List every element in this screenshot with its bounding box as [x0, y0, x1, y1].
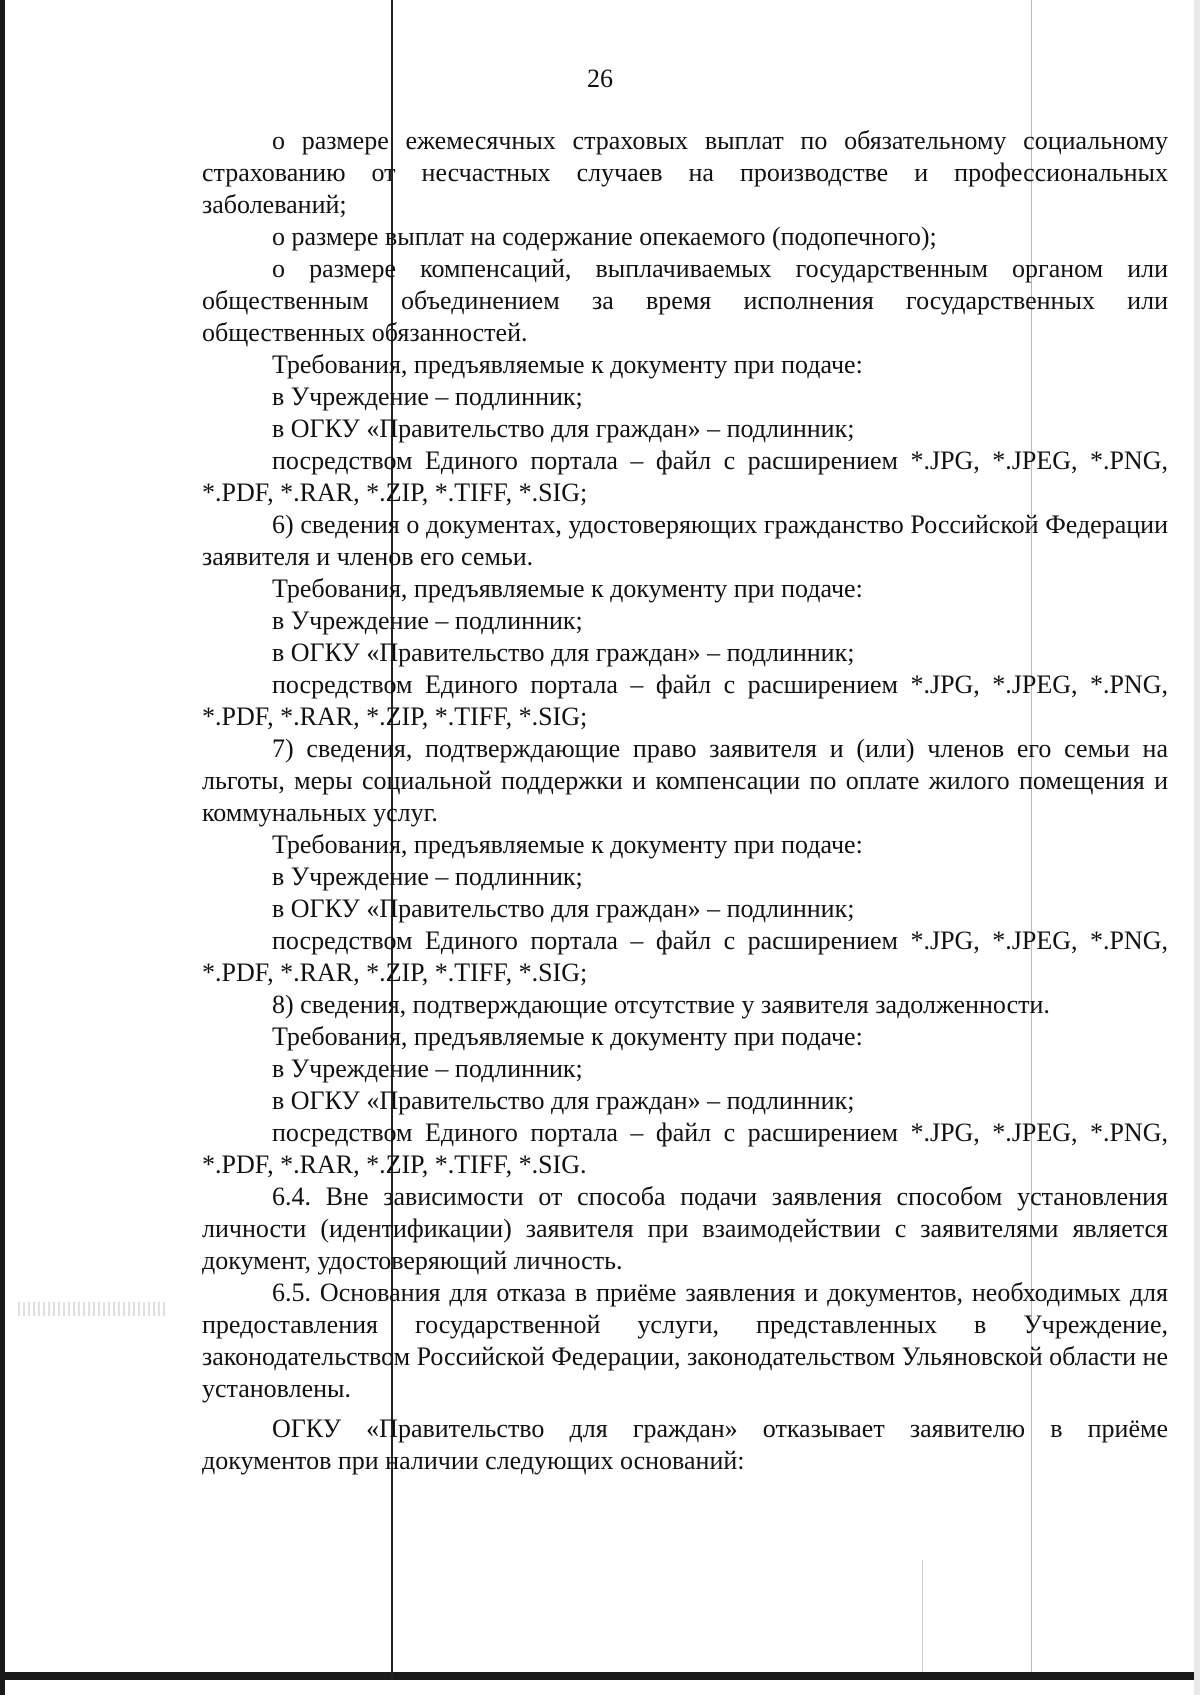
paragraph: Требования, предъявляемые к документу при подаче: — [272, 574, 863, 603]
paragraph: в Учреждение – подлинник; — [272, 862, 583, 891]
scan-left-edge — [0, 0, 5, 1695]
paragraph: 6) сведения о документах, удостоверяющих гражданство Российской Федерации заявителя и членов его семьи. — [202, 510, 1168, 571]
paragraph: о размере выплат на содержание опекаемого (подопечного); — [272, 222, 937, 251]
paragraph: Требования, предъявляемые к документу при подаче: — [272, 1022, 863, 1051]
paragraph: в ОГКУ «Правительство для граждан» – подлинник; — [272, 894, 855, 923]
paragraph: 6.5. Основания для отказа в приёме заявления и документов, необходимых для предоставления государственной услуги, представленных в Учреждение, законодательством Российской Федерации, законодательством Ульяновской области не установлены. — [202, 1278, 1169, 1403]
paragraph: в ОГКУ «Правительство для граждан» – подлинник; — [272, 414, 855, 443]
page-number: 26 — [587, 64, 613, 93]
scan-right-edge — [1194, 0, 1200, 1695]
paragraph: посредством Единого портала – файл с расширением *.JPG, *.JPEG, *.PNG, *.PDF, *.RAR, *.ZIP, *.TIFF, *.SIG. — [202, 1118, 1168, 1179]
paragraph: 7) сведения, подтверждающие право заявителя и (или) членов его семьи на льготы, меры социальной поддержки и компенсации по оплате жилого помещения и коммунальных услуг. — [202, 734, 1168, 827]
scan-bottom-edge — [0, 1672, 1194, 1680]
document-body — [202, 125, 1168, 1477]
paragraph: о размере компенсаций, выплачиваемых государственным органом или общественным объединением за время исполнения государственных или общественных обязанностей. — [202, 254, 1168, 347]
paragraph: посредством Единого портала – файл с расширением *.JPG, *.JPEG, *.PNG, *.PDF, *.RAR, *.ZIP, *.TIFF, *.SIG; — [202, 926, 1168, 987]
paragraph: в Учреждение – подлинник; — [272, 382, 583, 411]
paragraph: посредством Единого портала – файл с расширением *.JPG, *.JPEG, *.PNG, *.PDF, *.RAR, *.ZIP, *.TIFF, *.SIG; — [202, 446, 1168, 507]
paragraph: посредством Единого портала – файл с расширением *.JPG, *.JPEG, *.PNG, *.PDF, *.RAR, *.ZIP, *.TIFF, *.SIG; — [202, 670, 1168, 731]
scan-smudge — [18, 1302, 168, 1316]
paragraph: 8) сведения, подтверждающие отсутствие у заявителя задолженности. — [272, 990, 1050, 1019]
paragraph: в Учреждение – подлинник; — [272, 606, 583, 635]
paragraph: в ОГКУ «Правительство для граждан» – подлинник; — [272, 1086, 855, 1115]
paragraph: в ОГКУ «Правительство для граждан» – подлинник; — [272, 638, 855, 667]
paragraph: ОГКУ «Правительство для граждан» отказывает заявителю в приёме документов при наличии следующих оснований: — [202, 1414, 1168, 1475]
paragraph: в Учреждение – подлинник; — [272, 1054, 583, 1083]
paragraph: 6.4. Вне зависимости от способа подачи заявления способом установления личности (идентификации) заявителя при взаимодействии с заявителями является документ, удостоверяющий личность. — [202, 1182, 1168, 1275]
paragraph: Требования, предъявляемые к документу при подаче: — [272, 350, 863, 379]
paragraph: Требования, предъявляемые к документу при подаче: — [272, 830, 863, 859]
paragraph: о размере ежемесячных страховых выплат по обязательному социальному страхованию от несчастных случаев на производстве и профессиональных заболеваний; — [202, 126, 1168, 219]
scan-faint-line-short — [922, 1560, 923, 1672]
